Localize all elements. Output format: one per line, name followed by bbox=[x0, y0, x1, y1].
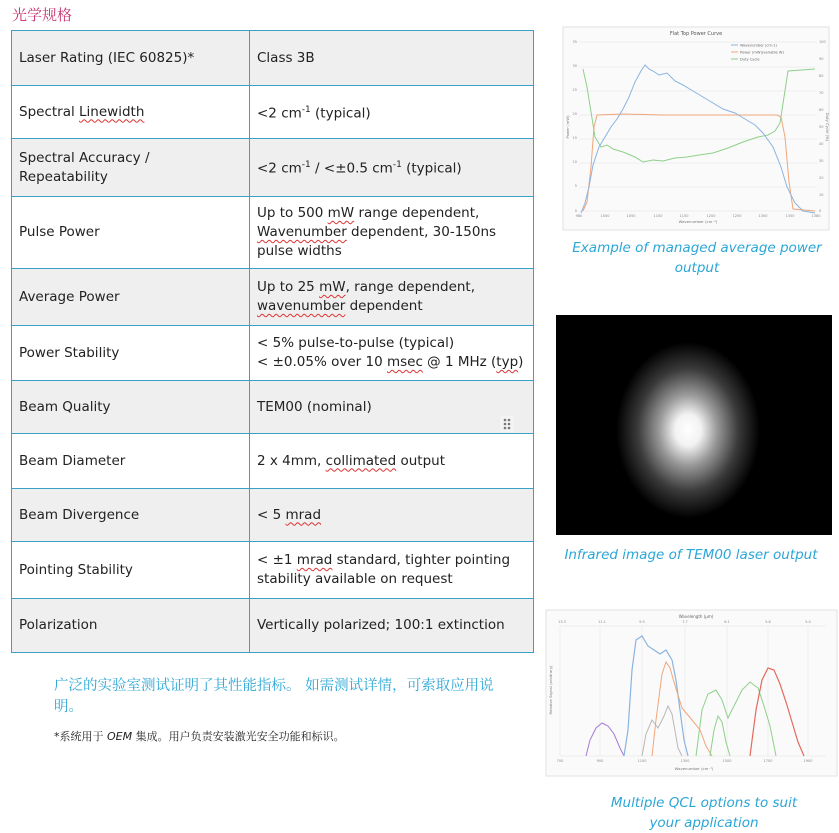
spec-value: Class 3B bbox=[250, 31, 534, 86]
test-note: 广泛的实验室测试证明了其性能指标。 如需测试详情，可索取应用说明。 bbox=[54, 678, 494, 715]
svg-text:1100: 1100 bbox=[653, 214, 663, 218]
svg-text:30: 30 bbox=[819, 159, 824, 163]
power-curve-figure bbox=[563, 27, 829, 230]
spec-row-pulse-power bbox=[12, 197, 534, 269]
svg-text:50: 50 bbox=[819, 125, 824, 129]
beam-image bbox=[556, 315, 832, 535]
svg-text:13.3: 13.3 bbox=[558, 620, 566, 624]
spec-row-laser-rating bbox=[12, 31, 534, 86]
svg-text:0: 0 bbox=[574, 209, 577, 213]
svg-text:5.6: 5.6 bbox=[765, 620, 771, 624]
svg-text:Wavenumber (cm-1): Wavenumber (cm-1) bbox=[740, 43, 777, 48]
svg-text:0: 0 bbox=[819, 209, 822, 213]
spec-row-linewidth bbox=[12, 86, 534, 139]
footnote: *系统用于 OEM 集成。用户负责安装激光安全功能和标识。 bbox=[54, 730, 345, 743]
svg-text:40: 40 bbox=[819, 142, 824, 146]
spec-row-average-power bbox=[12, 269, 534, 326]
spec-row-beam-divergence bbox=[12, 489, 534, 542]
spec-row-beam-diameter bbox=[12, 434, 534, 489]
svg-text:Wavenumber (cm⁻¹): Wavenumber (cm⁻¹) bbox=[674, 766, 714, 771]
svg-text:1050: 1050 bbox=[626, 214, 636, 218]
svg-text:20: 20 bbox=[819, 176, 824, 180]
svg-text:30: 30 bbox=[572, 64, 577, 68]
svg-text:10: 10 bbox=[572, 160, 577, 164]
svg-text:10: 10 bbox=[819, 193, 824, 197]
spec-label: Laser Rating (IEC 60825)* bbox=[12, 31, 250, 86]
svg-text:80: 80 bbox=[819, 74, 824, 78]
svg-text:Relative Signal (arbitrary): Relative Signal (arbitrary) bbox=[548, 665, 553, 715]
chart-title: Flat Top Power Curve bbox=[669, 31, 723, 37]
svg-text:35: 35 bbox=[572, 40, 577, 44]
spec-row-beam-quality bbox=[12, 381, 534, 434]
spec-row-accuracy bbox=[12, 139, 534, 197]
svg-text:5: 5 bbox=[574, 184, 577, 188]
spec-value: < 5 mrad bbox=[250, 489, 534, 542]
spec-row-power-stability bbox=[12, 326, 534, 381]
spec-label: Pulse Power bbox=[12, 197, 250, 269]
spec-row-polarization bbox=[12, 599, 534, 653]
svg-text:700: 700 bbox=[556, 759, 564, 763]
svg-text:6.1: 6.1 bbox=[724, 620, 730, 624]
spec-value: < 5% pulse-to-pulse (typical) < ±0.05% over 10 msec @ 1 MHz (typ) bbox=[250, 326, 534, 381]
svg-text:Duty Cycle (%): Duty Cycle (%) bbox=[825, 112, 830, 142]
figure3-caption: Multiple QCL options to suit your application bbox=[610, 795, 798, 831]
svg-text:Power (mW)(variable W): Power (mW)(variable W) bbox=[740, 50, 784, 55]
spec-value: <2 $cm^{-1}$ (typical) bbox=[250, 86, 534, 139]
spec-value: 2 x 4mm, collimated output bbox=[250, 434, 534, 489]
spec-value: <2 $cm^{-1} / <\pm 0.5$ $cm^{-1}$ (typical) bbox=[250, 139, 534, 197]
svg-text:900: 900 bbox=[596, 759, 604, 763]
spec-label: Power Stability bbox=[12, 326, 250, 381]
svg-text:1700: 1700 bbox=[763, 759, 773, 763]
spec-value: Up to 500 mW range dependent, Wavenumber dependent, 30-150ns pulse widths bbox=[250, 197, 534, 269]
svg-text:1900: 1900 bbox=[803, 759, 813, 763]
svg-text:Wavelength (µm): Wavelength (µm) bbox=[678, 614, 714, 619]
spec-value: TEM00 (nominal) bbox=[250, 381, 534, 434]
svg-text:90: 90 bbox=[819, 57, 824, 61]
svg-text:15: 15 bbox=[572, 136, 577, 140]
section-title: 光学规格 bbox=[12, 6, 73, 24]
spec-label: Spectral Accuracy / Repeatability bbox=[12, 139, 250, 197]
svg-text:1250: 1250 bbox=[732, 214, 742, 218]
svg-text:20: 20 bbox=[572, 112, 577, 116]
svg-text:60: 60 bbox=[819, 108, 824, 112]
svg-text:Power (mW): Power (mW) bbox=[565, 115, 570, 139]
svg-text:1380: 1380 bbox=[811, 214, 821, 218]
drag-handle-icon[interactable] bbox=[500, 416, 514, 432]
spec-value: < ±1 mrad standard, tighter pointing stability available on request bbox=[250, 542, 534, 599]
svg-text:1350: 1350 bbox=[785, 214, 795, 218]
svg-text:9.5: 9.5 bbox=[639, 620, 645, 624]
svg-text:7.7: 7.7 bbox=[682, 620, 688, 624]
spec-label: Polarization bbox=[12, 599, 250, 653]
spec-label: Beam Quality bbox=[12, 381, 250, 434]
svg-text:11.1: 11.1 bbox=[598, 620, 606, 624]
svg-text:70: 70 bbox=[819, 91, 824, 95]
svg-text:25: 25 bbox=[572, 88, 577, 92]
svg-text:5.0: 5.0 bbox=[805, 620, 811, 624]
spec-label: Beam Diameter bbox=[12, 434, 250, 489]
spec-label: Spectral Linewidth bbox=[12, 86, 250, 139]
svg-text:1300: 1300 bbox=[758, 214, 768, 218]
svg-text:1100: 1100 bbox=[637, 759, 647, 763]
figure1-caption: Example of managed average power output bbox=[572, 240, 822, 276]
qcl-spectra-figure bbox=[546, 610, 837, 776]
figure2-caption: Infrared image of TEM00 laser output bbox=[564, 547, 818, 563]
svg-text:1150: 1150 bbox=[679, 214, 689, 218]
spec-row-pointing-stability bbox=[12, 542, 534, 599]
svg-text:100: 100 bbox=[819, 40, 826, 44]
spec-label: Average Power bbox=[12, 269, 250, 326]
spec-label: Pointing Stability bbox=[12, 542, 250, 599]
spec-value: Vertically polarized; 100:1 extinction bbox=[250, 599, 534, 653]
spec-label: Beam Divergence bbox=[12, 489, 250, 542]
svg-text:1300: 1300 bbox=[680, 759, 690, 763]
svg-text:Duty Cycle: Duty Cycle bbox=[740, 57, 760, 62]
spec-table bbox=[11, 30, 534, 653]
svg-text:1000: 1000 bbox=[600, 214, 610, 218]
svg-text:980: 980 bbox=[575, 214, 583, 218]
spec-value: Up to 25 mW, range dependent, wavenumber dependent bbox=[250, 269, 534, 326]
svg-text:1200: 1200 bbox=[706, 214, 716, 218]
svg-text:1500: 1500 bbox=[722, 759, 732, 763]
svg-text:Wavenumber (cm⁻¹): Wavenumber (cm⁻¹) bbox=[678, 219, 718, 224]
